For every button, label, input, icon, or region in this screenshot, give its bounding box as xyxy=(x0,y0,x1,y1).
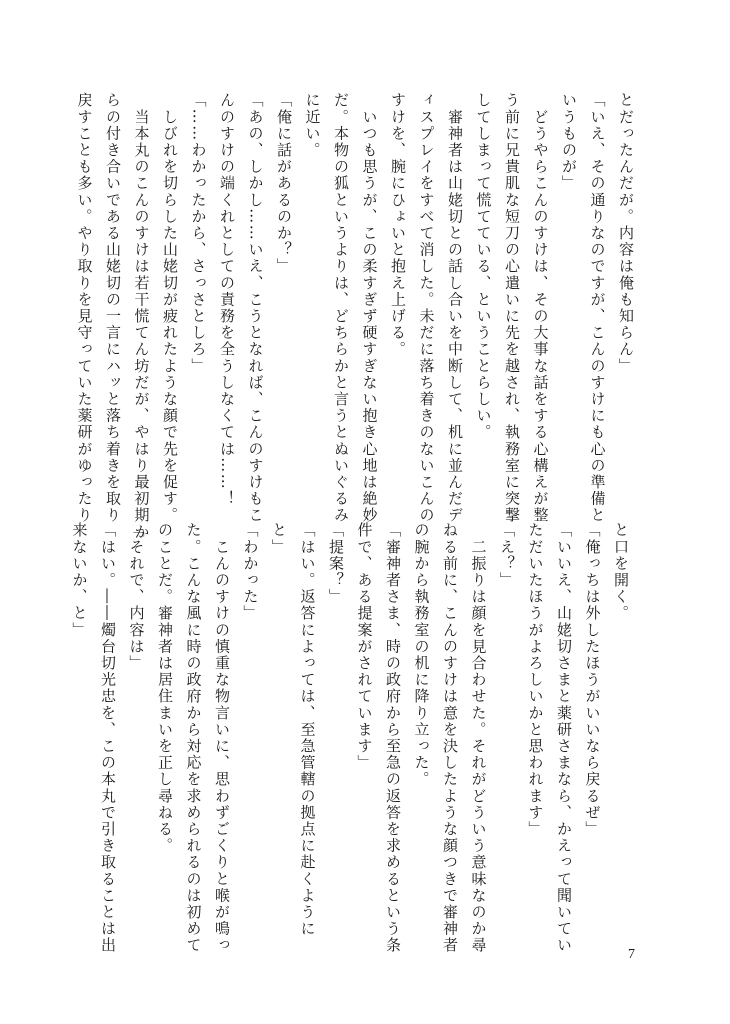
text-column: こんのすけの慎重な物言いに、思わずごくりと喉が鳴っ xyxy=(213,522,231,954)
text-column: ィスプレイをすべて消した。未だに落ち着きのないこんの xyxy=(417,92,436,524)
text-column: 「俺っちは外したほうがいいなら戻るぜ」 xyxy=(583,522,602,838)
text-column: らの付き合いである山姥切の一言にハッと落ち着きを取り xyxy=(104,92,122,524)
text-column: 件で、ある提案がされています」 xyxy=(355,522,374,771)
text-column: ねる前に、こんのすけは意を決したような顔つきで審神者 xyxy=(441,522,459,954)
text-column: いうものが」 xyxy=(560,92,578,192)
text-column: 「……わかったから、さっさとしろ」 xyxy=(189,92,208,375)
text-column: のことだ。審神者は居住まいを正し尋ねる。 xyxy=(156,522,174,854)
text-column: 「あの、しかし……いえ、こうとなれば、こんのすけもこ xyxy=(246,92,265,524)
text-column: だ。本物の狐というよりは、どちらかと言うとぬいぐるみ xyxy=(332,92,350,524)
text-block-bottom xyxy=(70,522,635,954)
text-column: 「え？」 xyxy=(498,522,516,589)
text-column: 「俺に話があるのか？」 xyxy=(275,92,293,275)
text-column: いつも思うが、この柔すぎず硬すぎない抱き心地は絶妙 xyxy=(360,92,379,524)
text-column: 二振りは顔を見合わせた。それがどういう意味なのか尋 xyxy=(469,522,488,954)
text-column: してしまって慌てている、ということらしい。 xyxy=(474,92,493,441)
text-column: う前に兄貴肌な短刀の心遣いに先を越され、執務室に突撃 xyxy=(503,92,521,524)
text-column: 「はい。返答によっては、至急管轄の拠点に赴くように xyxy=(298,522,317,937)
text-column: と」 xyxy=(270,522,288,556)
text-column: 審神者は山姥切との話し合いを中断して、机に並んだデ xyxy=(446,92,464,524)
text-column: どうやらこんのすけは、その大事な話をする心構えが整 xyxy=(531,92,550,524)
text-column: しびれを切らした山姥切が疲れたような顔で先を促す。 xyxy=(161,92,179,524)
text-column: 「いえ、その通りなのですが、こんのすけにも心の準備と xyxy=(588,92,607,524)
text-column: に近い。 xyxy=(303,92,322,159)
text-column: んのすけの端くれとしての責務を全うしなくては……！ xyxy=(218,92,236,507)
text-column: 当本丸のこんのすけは若干慌てん坊だが、やはり最初期か xyxy=(132,92,151,541)
text-column: 「はい。――燭台切光忠を、この本丸で引き取ることは出 xyxy=(99,522,117,954)
text-column: 「審神者さま、時の政府から至急の返答を求めるという条 xyxy=(384,522,402,954)
text-column: ただいたほうがよろしいかと思われます」 xyxy=(526,522,545,838)
text-column: 「わかった」 xyxy=(241,522,260,622)
text-column: の腕から執務室の机に降り立った。 xyxy=(412,522,431,788)
text-column: 「提案？」 xyxy=(327,522,345,605)
text-column: と口を開く。 xyxy=(612,522,630,622)
text-column: 「いいえ、山姥切さまと薬研さまなら、かえって聞いてい xyxy=(555,522,573,954)
text-column: 来ないか、と」 xyxy=(70,522,89,639)
text-column: とだったんだが。内容は俺も知らん」 xyxy=(617,92,635,375)
text-column: すけを、腕にひょいと抱え上げる。 xyxy=(389,92,407,358)
page-number: 7 xyxy=(628,947,635,962)
text-column: 「それで、内容は」 xyxy=(127,522,146,672)
text-column: た。こんな風に時の政府から対応を求められるのは初めて xyxy=(184,522,203,954)
text-block-top xyxy=(75,92,640,541)
text-column: 戻すことも多い。やり取りを見守っていた薬研がゆったり xyxy=(75,92,94,524)
